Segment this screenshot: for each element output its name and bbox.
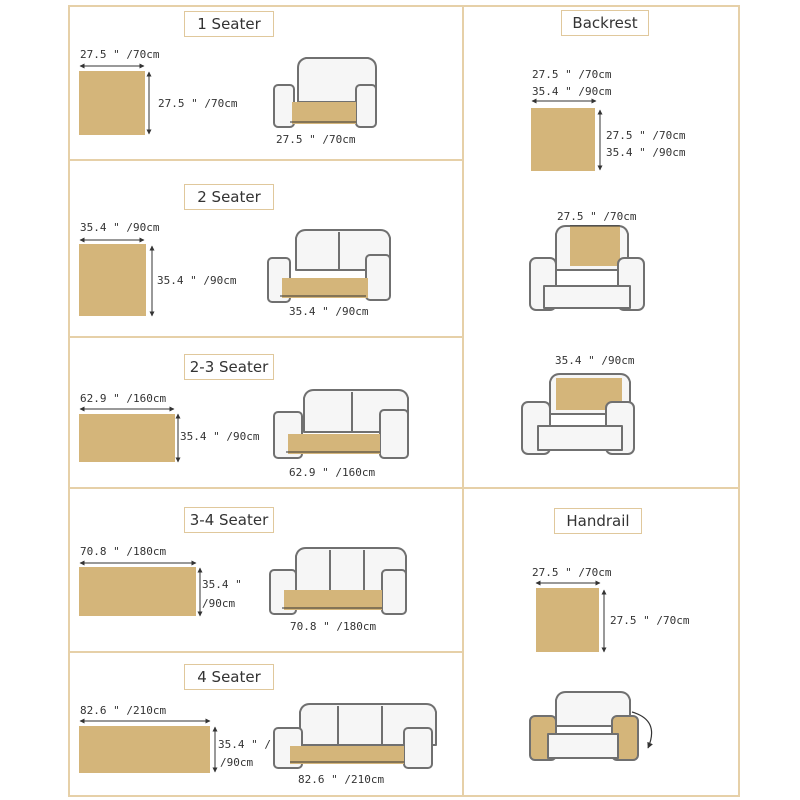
title-backrest: Backrest [561,10,649,36]
height-label: 27.5 " /70cm [610,614,690,627]
title-2-3-seater: 2-3 Seater [184,354,274,380]
title-2-seater: 2 Seater [184,184,274,210]
swatch-2-3-seater [79,414,175,462]
sofa-width-label: 35.4 " /90cm [289,305,369,318]
section-divider [68,336,462,338]
swatch-2-seater [79,244,146,316]
height-label: 35.4 " /90cm [180,430,260,443]
swatch-handrail [536,588,599,652]
width-label: 35.4 " /90cm [80,221,160,234]
swatch-backrest [531,108,595,171]
width-label-line2: 35.4 " /90cm [532,85,612,98]
width-label-line1: 27.5 " /70cm [532,68,612,81]
height-label-line2: /90cm [202,597,236,610]
title-3-4-seater: 3-4 Seater [184,507,274,533]
chair-backrest-label: 27.5 " /70cm [557,210,637,223]
section-divider [462,487,740,489]
chart-frame [68,5,740,797]
width-label: 27.5 " /70cm [532,566,612,579]
sofa-width-label: 82.6 " /210cm [298,773,385,786]
section-divider [68,651,462,653]
height-label-line1: 35.4 " [202,578,242,591]
height-label-line1: 35.4 " / [218,738,271,751]
section-divider [68,487,462,489]
swatch-1-seater [79,71,145,135]
sofa-width-label: 62.9 " /160cm [289,466,376,479]
width-label: 82.6 " /210cm [80,704,167,717]
chair-backrest-label: 35.4 " /90cm [555,354,635,367]
section-divider [68,159,462,161]
height-label: 35.4 " /90cm [157,274,237,287]
sofa-width-label: 27.5 " /70cm [276,133,356,146]
height-label-line1: 27.5 " /70cm [606,129,686,142]
height-label: 27.5 " /70cm [158,97,238,110]
height-label-line2: /90cm [220,756,254,769]
title-handrail: Handrail [554,508,642,534]
swatch-3-4-seater [79,567,196,616]
swatch-4-seater [79,726,210,773]
width-label: 70.8 " /180cm [80,545,167,558]
title-4-seater: 4 Seater [184,664,274,690]
column-divider [462,5,464,797]
sofa-width-label: 70.8 " /180cm [290,620,377,633]
title-1-seater: 1 Seater [184,11,274,37]
height-label-line2: 35.4 " /90cm [606,146,686,159]
width-label: 27.5 " /70cm [80,48,160,61]
width-label: 62.9 " /160cm [80,392,167,405]
